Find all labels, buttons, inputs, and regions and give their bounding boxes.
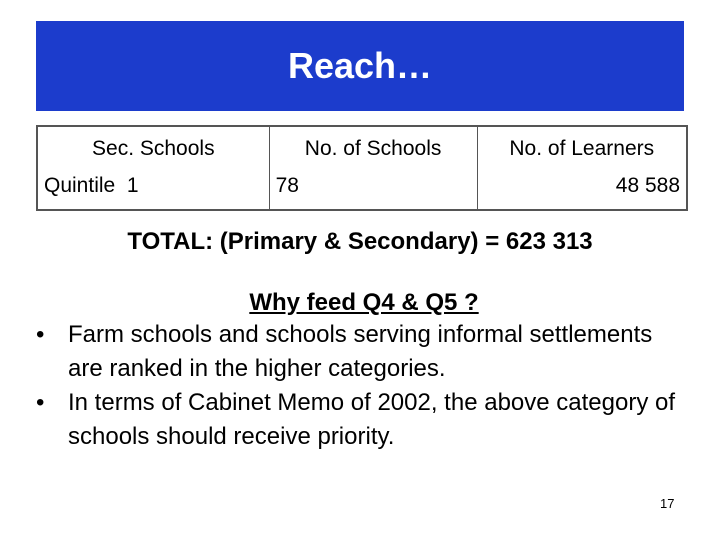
list-item xyxy=(36,386,676,454)
bullet-icon: • xyxy=(36,321,45,348)
title-bar xyxy=(36,21,684,111)
bullet-text: Farm schools and schools serving informal settlements are ranked in the higher categories. xyxy=(68,321,653,382)
header-sec-schools: Sec. Schools xyxy=(92,137,215,160)
table-header-row xyxy=(37,126,687,167)
slide-title: Reach… xyxy=(287,45,433,86)
header-no-of-learners: No. of Learners xyxy=(477,126,687,167)
reach-table xyxy=(36,125,688,211)
cell-quintile: Quintile 1 xyxy=(44,174,139,197)
list-item xyxy=(36,318,676,386)
cell-learner-count: 48 588 xyxy=(477,167,687,210)
bullet-icon: • xyxy=(36,389,45,416)
total-line: TOTAL: (Primary & Secondary) = 623 313 xyxy=(127,228,593,255)
cell-school-count: 78 xyxy=(269,167,477,210)
page-number: 17 xyxy=(660,496,675,511)
bullet-list xyxy=(36,318,676,454)
why-heading: Why feed Q4 & Q5 ? xyxy=(249,289,479,316)
header-no-of-schools: No. of Schools xyxy=(269,126,477,167)
table-row xyxy=(37,167,687,210)
bullet-text: In terms of Cabinet Memo of 2002, the above category of schools should receive priority. xyxy=(68,389,676,450)
